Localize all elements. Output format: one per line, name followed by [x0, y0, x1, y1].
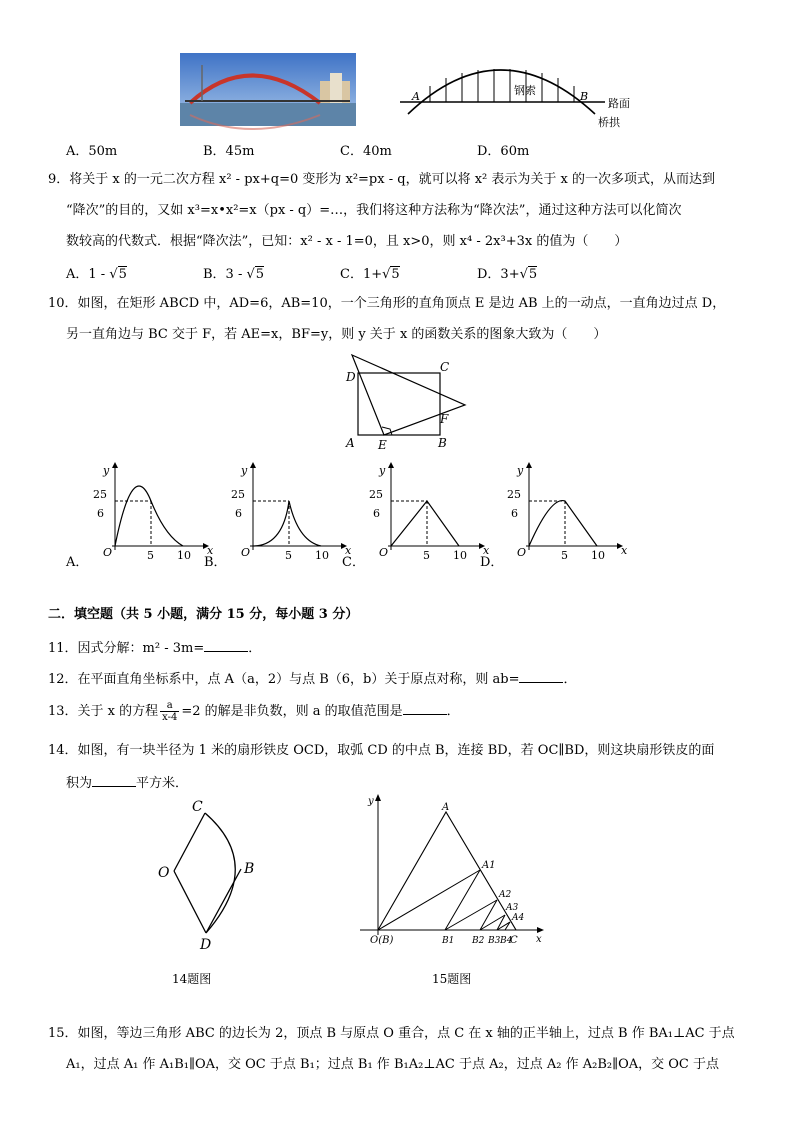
- svg-text:B3: B3: [488, 936, 501, 946]
- bridge-photo: [180, 53, 356, 126]
- q9-option-c: C．1+√5: [340, 267, 400, 282]
- q14-line-1: 14．如图，有一块半径为 1 米的扇形铁皮 OCD，取弧 CD 的中点 B，连接 BD，若 OC∥BD，则这块扇形铁皮的面: [48, 743, 715, 758]
- svg-text:A4: A4: [512, 913, 525, 923]
- svg-text:y: y: [368, 796, 374, 807]
- svg-text:C．: C．: [342, 555, 365, 570]
- svg-text:A2: A2: [499, 890, 512, 900]
- section-title: 二．填空题（共 5 小题，满分 15 分，每小题 3 分）: [48, 607, 359, 622]
- svg-text:A．: A．: [66, 555, 89, 570]
- svg-text:A: A: [346, 436, 355, 450]
- svg-text:B．: B．: [204, 555, 227, 570]
- svg-text:B: B: [438, 436, 447, 450]
- svg-text:6: 6: [511, 507, 518, 520]
- svg-text:O: O: [103, 546, 113, 559]
- q9-line-1: 9．将关于 x 的一元二次方程 x² - px+q=0 变形为 x²=px - q，就可以将 x² 表示为关于 x 的一次多项式，从而达到: [48, 172, 715, 187]
- svg-text:6: 6: [373, 507, 380, 520]
- q15-line-2: A₁，过点 A₁ 作 A₁B₁∥OA，交 OC 于点 B₁；过点 B₁ 作 B₁A₂⊥AC 于点 A₂，过点 A₂ 作 A₂B₂∥OA，交 OC 于点: [66, 1057, 720, 1072]
- svg-text:D: D: [346, 370, 356, 384]
- svg-text:y: y: [241, 464, 248, 477]
- bridge-arch-diagram: [390, 54, 640, 134]
- svg-text:10: 10: [315, 549, 329, 562]
- svg-text:25: 25: [507, 488, 521, 501]
- svg-text:x: x: [345, 544, 352, 557]
- svg-text:A3: A3: [506, 903, 519, 913]
- q9-line-2: “降次”的目的，又如 x³=x•x²=x（px - q）=…，我们将这种方法称为“降次法”，通过这种方法可以化简次: [66, 203, 682, 218]
- svg-text:y: y: [379, 464, 386, 477]
- graph-option-2: [342, 462, 490, 570]
- svg-text:6: 6: [97, 507, 104, 520]
- q9-line-3: 数较高的代数式．根据“降次法”，已知：x² - x - 1=0，且 x>0，则 x⁴ - 2x³+3x 的值为（ ）: [66, 234, 628, 249]
- svg-text:10: 10: [591, 549, 605, 562]
- label-cable: 钢索: [514, 84, 536, 97]
- svg-text:25: 25: [231, 488, 245, 501]
- q15-triangle-figure: [350, 790, 550, 950]
- svg-text:C: C: [192, 799, 203, 815]
- svg-text:x: x: [483, 544, 490, 557]
- q9-option-d: D．3+√5: [477, 267, 538, 282]
- svg-text:x: x: [536, 934, 542, 945]
- q10-rectangle-figure: [340, 353, 480, 453]
- svg-text:5: 5: [285, 549, 292, 562]
- svg-text:25: 25: [93, 488, 107, 501]
- svg-text:O(B): O(B): [370, 935, 394, 946]
- q8-option-d: D．60m: [477, 144, 530, 159]
- graph-option-1: [204, 462, 352, 570]
- q10-line-2: 另一直角边与 BC 交于 F，若 AE=x，BF=y，则 y 关于 x 的函数关系的图象大致为（ ）: [66, 327, 607, 342]
- q13-text: 13．关于 x 的方程 $\frac{a}{x-4}$ =2 的解是非负数，则 a 的取值范围是 ．: [48, 700, 460, 723]
- svg-text:O: O: [517, 546, 527, 559]
- svg-text:6: 6: [235, 507, 242, 520]
- label-road: 路面: [608, 97, 630, 110]
- q14-sector-figure: [150, 795, 270, 955]
- q8-option-a: A．50m: [66, 144, 118, 159]
- svg-text:A: A: [442, 802, 450, 813]
- q9-option-a: A．1 - √5: [66, 267, 127, 282]
- svg-text:x: x: [621, 544, 628, 557]
- svg-text:y: y: [517, 464, 524, 477]
- label-a: A: [412, 90, 420, 103]
- svg-text:B1: B1: [442, 936, 455, 946]
- svg-text:10: 10: [177, 549, 191, 562]
- graph-option-3: [480, 462, 628, 570]
- svg-text:C: C: [440, 360, 450, 374]
- svg-text:O: O: [379, 546, 389, 559]
- svg-text:5: 5: [423, 549, 430, 562]
- q11-text: 11．因式分解：m² - 3m= ．: [48, 637, 261, 659]
- svg-text:A1: A1: [482, 860, 496, 871]
- q15-caption: 15题图: [432, 972, 472, 986]
- q8-option-c: C．40m: [340, 144, 392, 159]
- svg-text:5: 5: [561, 549, 568, 562]
- svg-text:y: y: [103, 464, 110, 477]
- svg-text:x: x: [207, 544, 214, 557]
- q10-line-1: 10．如图，在矩形 ABCD 中，AD=6，AB=10，一个三角形的直角顶点 E 是边 AB 上的一动点，一直角边过点 D，: [48, 296, 726, 311]
- svg-text:E: E: [378, 438, 387, 452]
- svg-text:D: D: [200, 937, 212, 953]
- label-b: B: [580, 90, 589, 103]
- svg-text:25: 25: [369, 488, 383, 501]
- label-arch: 桥拱: [598, 116, 620, 129]
- q12-text: 12．在平面直角坐标系中，点 A（a，2）与点 B（6，b）关于原点对称，则 ab= ．: [48, 668, 576, 690]
- svg-text:O: O: [241, 546, 251, 559]
- q14-caption: 14题图: [172, 972, 212, 986]
- graph-option-0: [65, 462, 214, 570]
- q8-option-b: B．45m: [203, 144, 255, 159]
- svg-text:F: F: [440, 412, 449, 426]
- svg-text:C: C: [510, 935, 518, 946]
- q14-line-2: 积为 平方米．: [66, 772, 188, 794]
- q9-option-b: B．3 - √5: [203, 267, 265, 282]
- svg-text:5: 5: [147, 549, 154, 562]
- q10-option-graphs: [60, 458, 628, 570]
- svg-text:B4: B4: [500, 936, 513, 946]
- svg-text:B: B: [244, 861, 255, 877]
- svg-text:D．: D．: [480, 555, 504, 570]
- svg-text:O: O: [158, 865, 170, 881]
- q15-line-1: 15．如图，等边三角形 ABC 的边长为 2，顶点 B 与原点 O 重合，点 C 在 x 轴的正半轴上，过点 B 作 BA₁⊥AC 于点: [48, 1026, 735, 1041]
- svg-text:10: 10: [453, 549, 467, 562]
- svg-text:B2: B2: [472, 936, 485, 946]
